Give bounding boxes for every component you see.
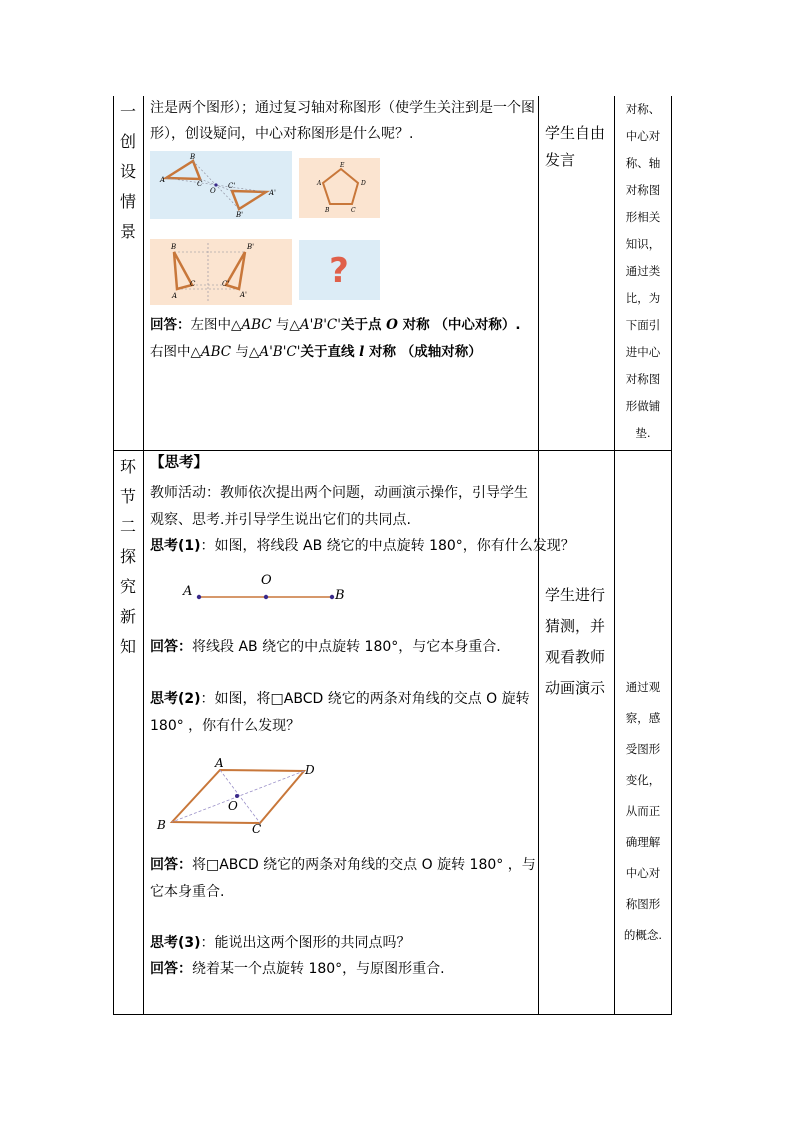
section2-student-activity: 学生进行 猜测，并 观看教师 动画演示 xyxy=(545,586,606,697)
table-row-divider xyxy=(113,450,672,451)
segment-label-O: O xyxy=(261,573,272,588)
teacher-activity-line2: 观察、思考.并引导学生说出它们的共同点. xyxy=(150,512,411,528)
fig3-label-B: B xyxy=(171,243,177,251)
answer3: 回答：绕着某一个点旋转 180°，与原图形重合. xyxy=(150,961,445,977)
answer2-line1: 回答：将□ABCD 绕它的两条对角线的交点 O 旋转 180° ，与 xyxy=(150,857,536,873)
para-label-D: D xyxy=(305,763,315,777)
fig1-label-C2: C' xyxy=(228,182,236,190)
think-heading: 【思考】 xyxy=(150,455,208,471)
fig2-label-C: C xyxy=(351,207,356,214)
section1-label: 一 创 设 情 景 xyxy=(119,102,136,241)
table-right-border xyxy=(671,96,672,1015)
section1-text-line1: 注是两个图形）；通过复习轴对称图形（使学生关注到是一个图 xyxy=(150,100,535,116)
para-label-O: O xyxy=(228,799,238,813)
fig3-label-B2: B' xyxy=(247,243,255,251)
section1-student-activity: 学生自由 发言 xyxy=(545,124,606,169)
figure-axial-symmetry-triangles xyxy=(150,239,292,305)
fig3-label-C: C xyxy=(190,280,196,288)
section1-text-line2: 形），创设疑问，中心对称图形是什么呢？. xyxy=(150,126,414,142)
fig2-label-B: B xyxy=(325,207,330,214)
figure-parallelogram-abcd xyxy=(150,755,322,835)
question2-line1: 思考(2)：如图，将□ABCD 绕它的两条对角线的交点 O 旋转 xyxy=(150,691,530,707)
para-label-A: A xyxy=(215,756,224,770)
segment-label-A: A xyxy=(183,584,193,599)
fig3-label-A: A xyxy=(172,292,178,300)
fig1-label-O: O xyxy=(210,187,216,195)
table-bottom-border xyxy=(113,1014,672,1015)
table-col-divider-3 xyxy=(614,96,615,1015)
figure-question-mark xyxy=(299,240,380,300)
fig2-label-D: D xyxy=(361,180,366,187)
fig1-label-A: A xyxy=(160,176,166,184)
fig3-label-C2: C' xyxy=(222,280,230,288)
section1-answer-line1: 回答：左图中△ABC 与△A'B'C'关于点 O 对称 （中心对称）. xyxy=(150,317,521,333)
fig2-label-E: E xyxy=(340,162,345,169)
teacher-activity-line1: 教师活动：教师依次提出两个问题，动画演示操作，引导学生 xyxy=(150,485,528,501)
fig1-label-B2: B' xyxy=(236,211,244,219)
fig3-label-A2: A' xyxy=(240,291,247,299)
question2-line2: 180° ，你有什么发现？ xyxy=(150,718,301,734)
question3: 思考(3)：能说出这两个图形的共同点吗？ xyxy=(150,935,411,951)
section2-label: 环 节 二 探 究 新 知 xyxy=(119,457,136,656)
question1: 思考(1)：如图，将线段 AB 绕它的中点旋转 180°，你有什么发现？ xyxy=(150,538,575,554)
section1-design-note: 对称、 中心对 称、轴 对称图 形相关 知识， 通过类 比，为 下面引 进中心 对称图 形做铺 垫. xyxy=(625,102,661,440)
section1-answer-line2: 右图中△ABC 与△A'B'C'关于直线 l 对称 （成轴对称） xyxy=(150,344,482,360)
fig1-label-B: B xyxy=(190,153,196,161)
para-label-B: B xyxy=(157,818,166,832)
para-label-C: C xyxy=(252,822,262,835)
question-mark-icon: ? xyxy=(329,251,349,291)
table-col-divider-1 xyxy=(143,96,144,1015)
fig1-label-A2: A' xyxy=(269,189,276,197)
fig1-label-C: C xyxy=(197,180,203,188)
fig2-label-A: A xyxy=(317,180,322,187)
figure-segment-ab xyxy=(178,570,353,606)
segment-label-B: B xyxy=(335,588,345,603)
figure-central-symmetry-triangles xyxy=(150,151,292,219)
section2-design-note: 通过观 察，感 受图形 变化， 从而正 确理解 中心对 称图形 的概念. xyxy=(623,680,663,942)
answer1: 回答：将线段 AB 绕它的中点旋转 180°，与它本身重合. xyxy=(150,639,501,655)
figure-pentagon xyxy=(299,158,380,218)
answer2-line2: 它本身重合. xyxy=(150,884,225,900)
